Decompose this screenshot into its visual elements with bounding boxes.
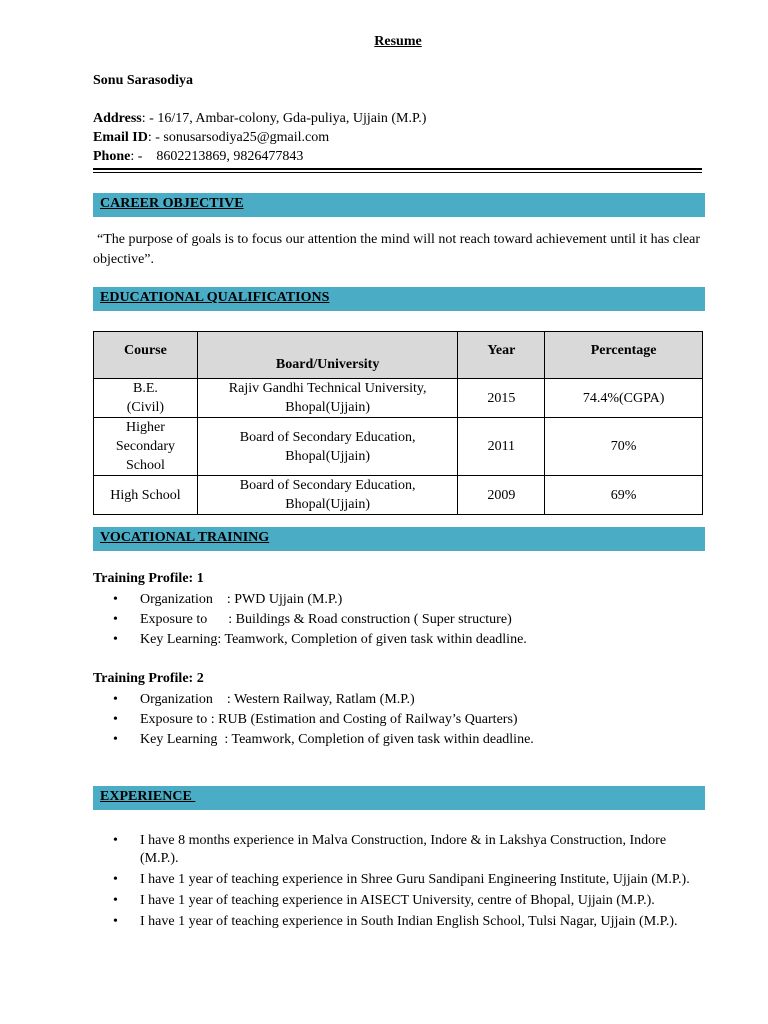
course-cell xyxy=(94,379,198,418)
email-label: Email ID xyxy=(93,130,148,145)
column-header-percentage: Percentage xyxy=(545,332,703,379)
column-header-course: Course xyxy=(94,332,198,379)
phone-label: Phone xyxy=(93,149,131,164)
training-profile-1-title: Training Profile: 1 xyxy=(93,571,204,586)
list-item: • I have 1 year of teaching experience in South Indian English School, Tulsi Nagar, Ujjain (M.P.). xyxy=(113,913,693,931)
list-item: • Key Learning : Teamwork, Completion of given task within deadline. xyxy=(113,730,708,750)
year-cell: 2011 xyxy=(458,418,545,476)
board-line: Rajiv Gandhi Technical University, xyxy=(228,381,427,396)
experience-list xyxy=(113,832,693,934)
table-header-row xyxy=(94,332,703,379)
board-cell xyxy=(197,379,458,418)
vocational-training-heading: VOCATIONAL TRAINING xyxy=(100,530,270,545)
education-table xyxy=(93,331,703,515)
course-cell xyxy=(94,476,198,515)
course-line: School xyxy=(125,458,165,473)
phone-value: : - 8602213869, 9826477843 xyxy=(130,149,304,164)
percentage-cell: 70% xyxy=(545,418,703,476)
year-cell: 2015 xyxy=(458,379,545,418)
board-cell xyxy=(197,418,458,476)
course-line: (Civil) xyxy=(126,400,165,415)
header-divider-thin xyxy=(93,172,702,173)
list-item: • I have 1 year of teaching experience in Shree Guru Sandipani Engineering Institute, Ujjain (M.P.). xyxy=(113,871,693,889)
document-title: Resume xyxy=(374,34,422,49)
board-line: Bhopal(Ujjain) xyxy=(285,497,371,512)
board-cell xyxy=(197,476,458,515)
column-header-year: Year xyxy=(458,332,545,379)
percentage-cell: 69% xyxy=(545,476,703,515)
course-line: Secondary xyxy=(115,439,175,454)
career-objective-heading: CAREER OBJECTIVE xyxy=(100,196,244,211)
education-heading: EDUCATIONAL QUALIFICATIONS xyxy=(100,290,330,305)
training-profile-2-title: Training Profile: 2 xyxy=(93,671,204,686)
list-item: • I have 8 months experience in Malva Construction, Indore & in Lakshya Construction, Indore (M.P.). xyxy=(113,832,693,868)
experience-heading: EXPERIENCE xyxy=(100,789,196,804)
training-profile-1-list xyxy=(113,590,708,650)
course-cell xyxy=(94,418,198,476)
candidate-name: Sonu Sarasodiya xyxy=(93,73,193,88)
education-bar xyxy=(93,287,705,311)
percentage-cell: 74.4%(CGPA) xyxy=(545,379,703,418)
table-row xyxy=(94,418,703,476)
training-profile-2-list xyxy=(113,690,708,750)
course-line: B.E. xyxy=(132,381,158,396)
vocational-training-bar xyxy=(93,527,705,551)
course-line: Higher xyxy=(125,420,165,435)
table-row xyxy=(94,379,703,418)
board-line: Bhopal(Ujjain) xyxy=(285,400,371,415)
board-line: Board of Secondary Education, xyxy=(239,478,416,493)
list-item: • Exposure to : RUB (Estimation and Costing of Railway’s Quarters) xyxy=(113,710,708,730)
table-row xyxy=(94,476,703,515)
experience-bar xyxy=(93,786,705,810)
email-line xyxy=(93,129,329,147)
address-label: Address xyxy=(93,111,142,126)
list-item: • Organization : Western Railway, Ratlam (M.P.) xyxy=(113,690,708,710)
career-objective-bar xyxy=(93,193,705,217)
header-divider-thick xyxy=(93,168,702,170)
phone-line xyxy=(93,148,303,166)
email-value: : - sonusarsodiya25@gmail.com xyxy=(147,130,330,145)
list-item: • I have 1 year of teaching experience in AISECT University, centre of Bhopal, Ujjain (M.P.). xyxy=(113,892,693,910)
list-item: • Key Learning: Teamwork, Completion of given task within deadline. xyxy=(113,630,708,650)
address-value: : - 16/17, Ambar-colony, Gda-puliya, Ujjain (M.P.) xyxy=(141,111,427,126)
list-item: • Exposure to : Buildings & Road construction ( Super structure) xyxy=(113,610,708,630)
year-cell: 2009 xyxy=(458,476,545,515)
address-line xyxy=(93,110,426,128)
board-line: Bhopal(Ujjain) xyxy=(285,448,371,464)
list-item: • Organization : PWD Ujjain (M.P.) xyxy=(113,590,708,610)
column-header-board: Board/University xyxy=(197,332,458,379)
board-line: Board of Secondary Education, xyxy=(239,429,416,445)
course-line: High School xyxy=(110,487,181,503)
career-objective-text: “The purpose of goals is to focus our attention the mind will not reach toward achievement until it has clear objective”. xyxy=(93,232,700,267)
